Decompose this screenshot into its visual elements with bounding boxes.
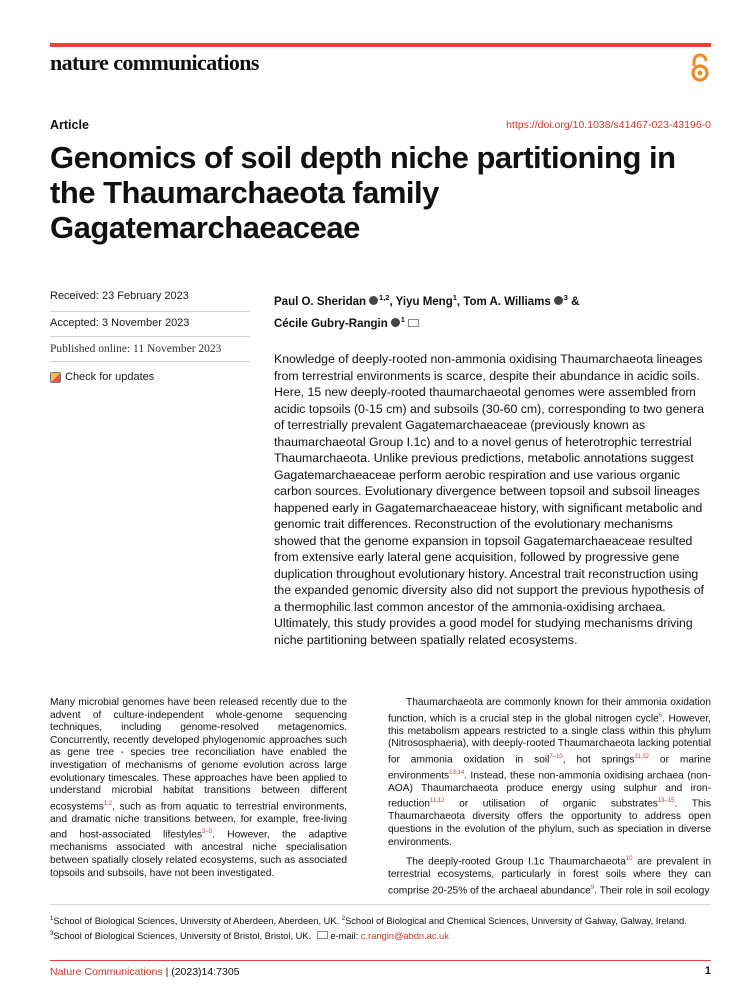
body-text: , hot springs [562,754,635,766]
abstract: Knowledge of deeply-rooted non-ammonia oxidising Thaumarchaeota lineages from terrestrial environments is scarce, despite their abundance in acidic soils. Here, 15 new deeply-rooted thaumarchaeotal genomes were assembled from acidic topsoils (0-15 cm) and subsoils (30-60 cm), corresponding to two genera of terrestrially prevalent Gagatemarchaeaceae (previously known as thaumarchaeotal Group I.1c) and to a novel genus of heterotrophic terrestrial Thaumarchaeota. Unlike previous predictions, metabolic annotations suggest Gagatemarchaeaceae perform aerobic respiration and use various organic carbon sources. Evolutionary divergence between topsoil and subsoil lineages happened early in Gagatemarchaeaceae history, with significant metabolic and genomic trait differences. Reconstruction of the evolutionary mechanisms showed that the genome expansion in topsoil Gagatemarchaeaceae resulted from extensive early lateral gene acquisition, followed by progressive gene duplication throughout evolutionary history. Ancestral trait reconstruction using the expanded genomic diversity also did not support the previous hypothesis of a thermophilic last common ancestor of the ammonia-oxidising archaea. Ultimately, this study provides a good model for studying mechanisms driving niche partitioning between spatially related ecosystems. [274,352,704,647]
orcid-icon[interactable] [554,296,563,305]
published-date: Published online: 11 November 2023 [50,337,250,362]
body-text: or utilisation of organic substrates [444,798,658,810]
email-envelope-icon[interactable] [408,319,419,327]
body-paragraph [388,853,711,898]
citation-ref[interactable]: 11,12 [429,798,445,805]
affiliations-divider [50,904,711,905]
affiliation: School of Biological Sciences, University of Bristol, Bristol, UK. [53,931,312,942]
citation-ref[interactable]: 11,12 [634,753,649,760]
accepted-date: Accepted: 3 November 2023 [50,312,250,337]
corresponding-email-link[interactable]: c.rangin@abdn.ac.uk [360,931,449,942]
citation-ref[interactable]: 1,2 [103,800,113,807]
body-column-right [388,697,711,898]
email-label: e-mail: [330,931,359,942]
check-for-updates-link[interactable] [50,362,250,386]
email-envelope-icon [317,931,328,939]
author-name[interactable]: Tom A. Williams [463,295,551,308]
author-name[interactable]: Cécile Gubry-Rangin [274,317,388,330]
body-column-left [50,697,347,880]
publication-dates-sidebar [50,288,250,386]
affiliation-number: 3 [50,931,54,938]
body-paragraph [50,697,347,880]
author-affiliation-ref: 1,2 [379,293,390,302]
header-accent-rule [50,43,711,47]
body-text: . Their role in soil ecology [594,885,710,897]
page-number: 1 [704,965,711,977]
affiliations [50,913,711,943]
footer-citation [50,966,240,978]
footer-volume-info: | (2023)14:7305 [165,966,240,978]
orcid-icon[interactable] [391,318,400,327]
citation-ref[interactable]: 13,14 [449,769,465,776]
affiliation: School of Biological Sciences, University of Aberdeen, Aberdeen, UK. [53,916,340,927]
check-updates-label: Check for updates [65,371,155,383]
body-text: or marine environments [388,754,712,782]
author-affiliation-ref: 3 [563,293,568,302]
body-text: . Instead, these non-ammonia oxidising archaea (non-AOA) Thaumarchaeota produce energy using sulphur and iron-reduction [388,770,711,810]
body-text: Thaumarchaeota are commonly known for their ammonia oxidation function, which is a crucial step in the global nitrogen cycle [388,697,711,724]
citation-ref[interactable]: 3–5 [202,829,213,836]
citation-ref[interactable]: 7–10 [549,753,563,760]
author-affiliation-ref: 1 [400,314,405,324]
orcid-icon[interactable] [369,296,378,305]
body-paragraph [388,697,711,849]
journal-name[interactable]: nature communications [50,50,259,75]
body-text: The deeply-rooted Group I.1c Thaumarchaeota [406,856,626,868]
author-separator: , [389,295,396,308]
affiliation-number: 1 [50,916,54,922]
citation-ref[interactable]: 13–15 [657,798,675,805]
body-text: . However, the adaptive mechanisms associated with ancestral niche specialisation between spatially closely related ecosystems, such as associated topsoils and subsoils, have not been investigated. [50,829,348,879]
doi-link[interactable]: https://doi.org/10.1038/s41467-023-43196-0 [506,119,711,131]
author-list [274,289,714,333]
author-name[interactable]: Yiyu Meng [395,295,453,308]
affiliation: School of Biological and Chemical Sciences, University of Galway, Galway, Ireland. [345,916,687,927]
received-date: Received: 23 February 2023 [50,288,250,312]
body-text: . This Thaumarchaeota diversity offers the opportunity to address open questions in the evolution of the phylum, such as speciation in diverse environments. [388,798,711,848]
check-updates-icon [50,372,61,383]
open-access-icon [689,53,711,83]
body-text: . However, this metabolism appears restricted to a single class within this phylum (Nitrososphaeria), with deeply-rooted Thaumarchaeota lacking potential for ammonia oxidation in soil [388,712,711,766]
citation-ref[interactable]: 10 [625,856,633,863]
affiliation-number: 2 [341,916,346,922]
author-separator: & [567,295,580,308]
citation-ref[interactable]: 9 [590,884,595,891]
body-text: Many microbial genomes have been released recently due to the advent of culture-independent whole-genome sequencing techniques, including genome-resolved metagenomics. Concurrently, recently developed phylogenomic approaches such as gene tree - species tree reconciliation have enabled the investigation of mechanisms of genome evolution across large evolutionary timescales. These approaches have been applied to understand microbial habitat transitions between different ecosystems [50,697,347,813]
author-name[interactable]: Paul O. Sheridan [274,295,367,308]
article-type: Article [50,118,89,132]
citation-ref[interactable]: 6 [658,712,663,719]
body-text: , such as from aquatic to terrestrial environments, and dramatic niche transitions between, for example, free-living and host-associated lifestyles [50,801,347,841]
author-separator: , [456,295,464,308]
author-affiliation-ref: 1 [452,293,457,302]
footer-journal-link[interactable]: Nature Communications [50,966,163,978]
footer-accent-rule [50,960,711,961]
body-text: are prevalent in terrestrial ecosystems, particularly in forest soils where they can comprise 20-25% of the archaeal abundance [388,856,711,897]
article-title: Genomics of soil depth niche partitioning in the Thaumarchaeota family Gagatemarchaeaceae [50,140,676,245]
